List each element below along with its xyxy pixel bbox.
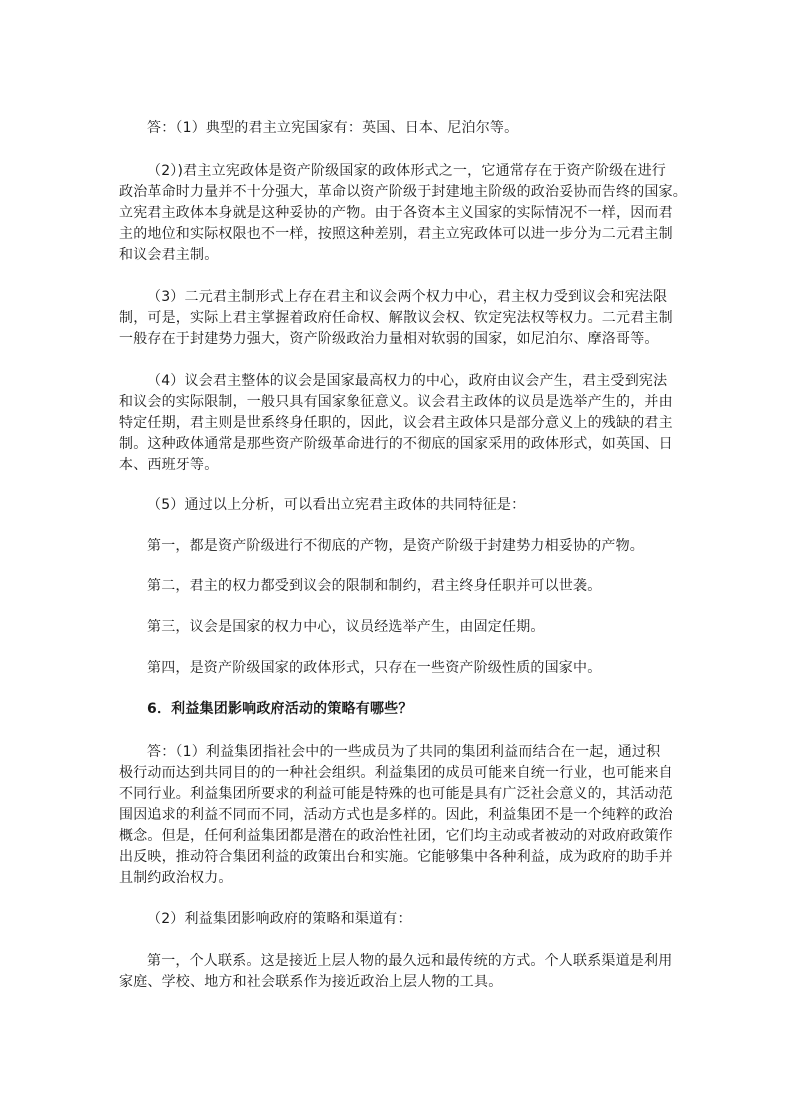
paragraph-line: 和议会君主制。: [119, 247, 219, 263]
paragraph-line: 制，可是，实际上君主掌握着政府任命权、解散议会权、钦定宪法权等权力。二元君主制: [119, 310, 673, 326]
paragraph-line: 主的地位和实际权限也不一样，按照这种差别，君主立宪政体可以进一步分为二元君主制: [119, 226, 673, 242]
paragraph-line: 制。这种政体通常是那些资产阶级革命进行的不彻底的国家采用的政体形式，如英国、日: [119, 436, 673, 452]
question-heading: 6．利益集团影响政府活动的策略有哪些？: [147, 701, 413, 717]
paragraph-line: 一般存在于封建势力强大，资产阶级政治力量相对软弱的国家，如尼泊尔、摩洛哥等。: [119, 331, 659, 347]
paragraph-line: 第四，是资产阶级国家的政体形式，只存在一些资产阶级性质的国家中。: [147, 660, 602, 676]
paragraph-line: （5）通过以上分析，可以看出立宪君主政体的共同特征是：: [147, 497, 526, 513]
paragraph-line: （4）议会君主整体的议会是国家最高权力的中心，政府由议会产生，君主受到宪法: [147, 373, 668, 389]
paragraph-line: 政治革命时力量并不十分强大，革命以资产阶级于封建地主阶级的政治妥协而告终的国家。: [119, 184, 687, 200]
paragraph-line: 本、西班牙等。: [119, 457, 219, 473]
paragraph-line: （3）二元君主制形式上存在君主和议会两个权力中心，君主权力受到议会和宪法限: [147, 289, 668, 305]
paragraph-line: 极行动而达到共同目的的一种社会组织。利益集团的成员可能来自统一行业，也可能来自: [119, 765, 673, 781]
paragraph-line: 答：（1）利益集团指社会中的一些成员为了共同的集团利益而结合在一起，通过积: [147, 744, 661, 760]
paragraph-line: 出反映，推动符合集团利益的政策出台和实施。它能够集中各种利益，成为政府的助手并: [119, 849, 673, 865]
paragraph-line: 立宪君主政体本身就是这种妥协的产物。由于各资本主义国家的实际情况不一样，因而君: [119, 205, 673, 221]
paragraph-line: 第一，个人联系。这是接近上层人物的最久远和最传统的方式。个人联系渠道是利用: [147, 953, 673, 969]
paragraph-line: 第一，都是资产阶级进行不彻底的产物，是资产阶级于封建势力相妥协的产物。: [147, 538, 644, 554]
paragraph-line: 特定任期，君主则是世系终身任职的，因此，议会君主政体只是部分意义上的残缺的君主: [119, 415, 673, 431]
paragraph-line: （2）利益集团影响政府的策略和渠道有：: [147, 911, 412, 927]
paragraph-line: 家庭、学校、地方和社会联系作为接近政治上层人物的工具。: [119, 974, 503, 990]
paragraph-line: 且制约政治权力。: [119, 870, 233, 886]
paragraph-line: 第三，议会是国家的权力中心，议员经选举产生，由固定任期。: [147, 619, 545, 635]
paragraph-line: 不同行业。利益集团所要求的利益可能是特殊的也可能是具有广泛社会意义的，其活动范: [119, 786, 673, 802]
paragraph-line: 答：（1）典型的君主立宪国家有：英国、日本、尼泊尔等。: [147, 120, 519, 136]
paragraph-line: 概念。但是，任何利益集团都是潜在的政治性社团，它们均主动或者被动的对政府政策作: [119, 828, 673, 844]
paragraph-line: 第二，君主的权力都受到议会的限制和制约，君主终身任职并可以世袭。: [147, 578, 602, 594]
paragraph-line: 围因追求的利益不同而不同，活动方式也是多样的。因此，利益集团不是一个纯粹的政治: [119, 807, 673, 823]
paragraph-line: （2）)君主立宪政体是资产阶级国家的政体形式之一，它通常存在于资产阶级在进行: [147, 163, 666, 179]
paragraph-line: 和议会的实际限制，一般只具有国家象征意义。议会君主政体的议员是选举产生的，并由: [119, 394, 673, 410]
